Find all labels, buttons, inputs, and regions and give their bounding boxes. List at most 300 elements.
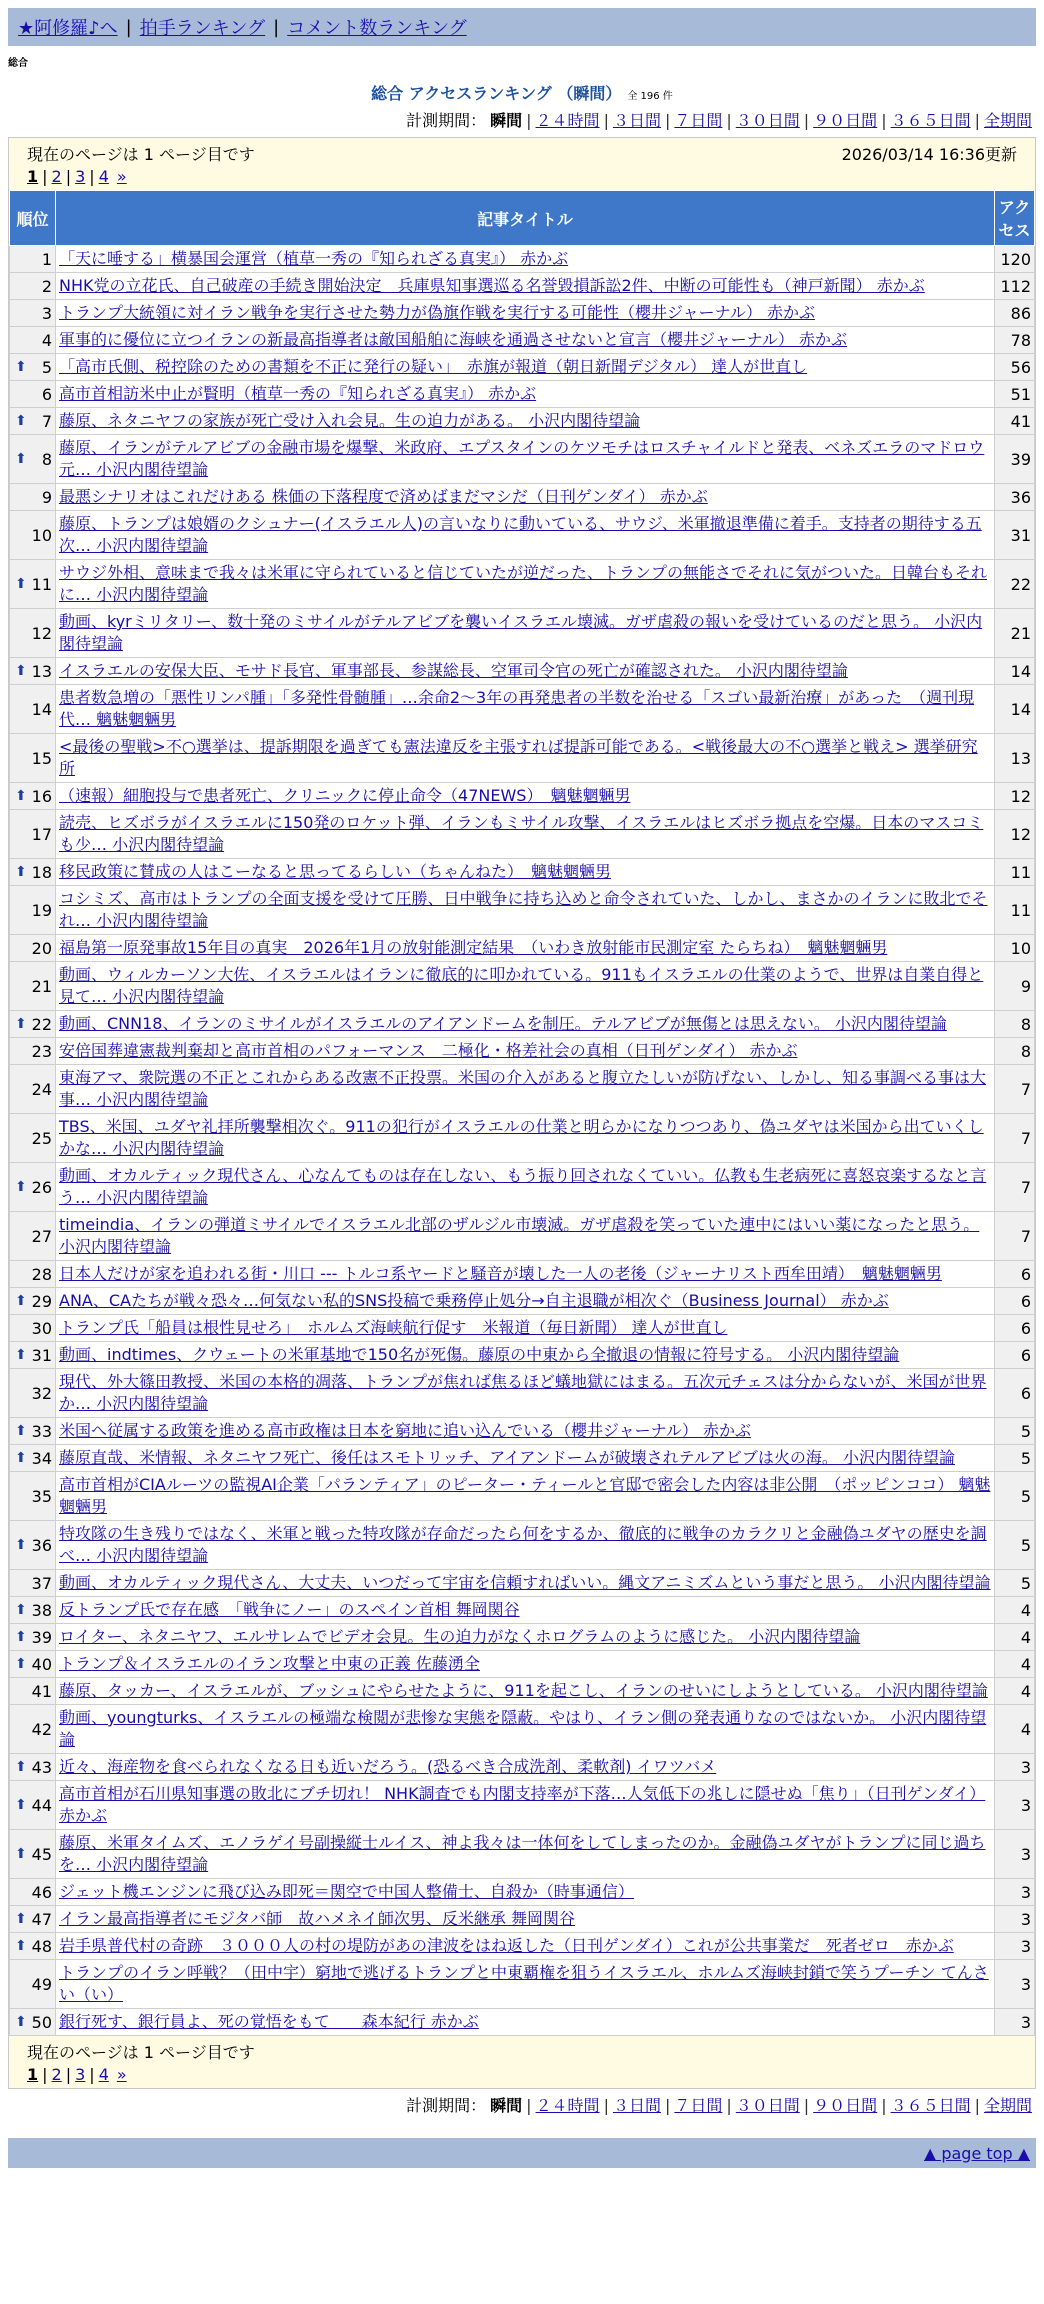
article-link[interactable]: ジェット機エンジンに飛び込み即死＝関空で中国人整備士、自殺か（時事通信） (59, 1882, 634, 1901)
article-link[interactable]: 藤原直哉、米情報、ネタニヤフ死亡、後任はスモトリッチ、アイアンドームが破壊されテルアビブは火の海。 小沢内閣待望論 (59, 1448, 955, 1467)
title-cell (56, 560, 995, 609)
table-row (10, 1521, 1035, 1570)
article-link[interactable]: 東海アマ、衆院選の不正とこれからある改憲不正投票。米国の介入があると腹立たしいが防げない、しかし、知る事調べる事は大事… 小沢内閣待望論 (59, 1068, 987, 1109)
title-cell (56, 511, 995, 560)
period-365d-bottom[interactable]: ３６５日間 (890, 2096, 971, 2115)
period-30d[interactable]: ３０日間 (735, 111, 800, 130)
access-count: 3 (995, 1781, 1035, 1830)
title-cell (56, 1624, 995, 1651)
up-arrow-icon: ⬆ (15, 1293, 27, 1309)
rank-cell (10, 1369, 56, 1418)
title-cell (56, 685, 995, 734)
article-link[interactable]: 「天に唾する」横暴国会運営（植草一秀の『知られざる真実』） 赤かぶ (59, 249, 569, 268)
up-arrow-icon: ⬆ (15, 1179, 27, 1195)
title-cell (56, 1369, 995, 1418)
access-count: 39 (995, 435, 1035, 484)
up-arrow-icon: ⬆ (15, 576, 27, 592)
article-link[interactable]: 高市首相が石川県知事選の敗北にブチ切れ！ NHK調査でも内閣支持率が下落…人気低下の兆しに隠せぬ「焦り」（日刊ゲンダイ） 赤かぶ (59, 1784, 986, 1825)
access-count: 4 (995, 1624, 1035, 1651)
title-cell (56, 1960, 995, 2009)
table-row (10, 408, 1035, 435)
period-90d[interactable]: ９０日間 (813, 111, 878, 130)
article-link[interactable]: 藤原、ネタニヤフの家族が死亡受け入れ会見。生の迫力がある。 小沢内閣待望論 (59, 411, 641, 430)
rank-cell (10, 511, 56, 560)
rank-number: 35 (31, 1486, 52, 1506)
article-link[interactable]: サウジ外相、意味まで我々は米軍に守られていると信じていたが逆だった、トランプの無能さでそれに気がついた。日韓台もそれに… 小沢内閣待望論 (59, 563, 988, 604)
title-cell (56, 1418, 995, 1445)
table-row (10, 1781, 1035, 1830)
period-30d-bottom[interactable]: ３０日間 (735, 2096, 800, 2115)
table-row (10, 1212, 1035, 1261)
page-info-top (9, 138, 1035, 165)
rank-number: 12 (31, 623, 52, 643)
title-cell (56, 1114, 995, 1163)
header-title: 記事タイトル (56, 191, 995, 246)
rank-cell (10, 685, 56, 734)
title-cell (56, 1597, 995, 1624)
title-cell (56, 1212, 995, 1261)
rank-number: 41 (31, 1681, 52, 1701)
access-count: 8 (995, 1038, 1035, 1065)
period-7d[interactable]: ７日間 (674, 111, 723, 130)
article-link[interactable]: 特攻隊の生き残りではなく、米軍と戦った特攻隊が存命だったら何をするか、徹底的に戦争のカラクリと金融偽ユダヤの歴史を調べ… 小沢内閣待望論 (59, 1524, 987, 1565)
rank-number: 23 (31, 1041, 52, 1061)
title-cell (56, 1011, 995, 1038)
article-link[interactable]: 動画、CNN18、イランのミサイルがイスラエルのアイアンドームを制圧。テルアビブが無傷とは思えない。 小沢内閣待望論 (59, 1014, 947, 1033)
rank-number: 11 (31, 574, 52, 594)
rank-number: 9 (41, 487, 52, 507)
rank-cell (10, 1445, 56, 1472)
rank-number: 36 (31, 1535, 52, 1555)
rank-number: 8 (41, 449, 52, 469)
title-cell (56, 1830, 995, 1879)
table-row (10, 1163, 1035, 1212)
access-count: 5 (995, 1472, 1035, 1521)
up-arrow-icon: ⬆ (15, 1423, 27, 1439)
article-link[interactable]: トランプ＆イスラエルのイラン攻撃と中東の正義 佐藤湧全 (59, 1654, 480, 1673)
access-count: 86 (995, 300, 1035, 327)
period-3d[interactable]: ３日間 (612, 111, 661, 130)
article-link[interactable]: 反トランプ氏で存在感 「戦争にノー」のスペイン首相 舞岡関谷 (59, 1600, 520, 1619)
title-cell (56, 1342, 995, 1369)
article-link[interactable]: <最後の聖戦>不○選挙は、提訴期限を過ぎても憲法違反を主張すれば提訴可能である。<戦後最大の不○選挙と戦え> 選挙研究所 (59, 737, 978, 778)
table-row (10, 810, 1035, 859)
period-3d-bottom[interactable]: ３日間 (612, 2096, 661, 2115)
rank-number: 10 (31, 525, 52, 545)
title-cell (56, 1705, 995, 1754)
title-cell (56, 1754, 995, 1781)
rank-cell (10, 1754, 56, 1781)
period-7d-bottom[interactable]: ７日間 (674, 2096, 723, 2115)
table-row (10, 609, 1035, 658)
footer-bar (8, 2138, 1036, 2168)
rank-number: 1 (41, 249, 52, 269)
rank-number: 2 (41, 276, 52, 296)
period-all-bottom[interactable]: 全期間 (983, 2096, 1032, 2115)
table-row (10, 300, 1035, 327)
up-arrow-icon: ⬆ (15, 413, 27, 429)
article-link[interactable]: 藤原、トランプは娘婿のクシュナー(イスラエル人)の言いなりに動いている、サウジ、米軍撤退準備に着手。支持者の期待する五次… 小沢内閣待望論 (59, 514, 982, 555)
table-row (10, 435, 1035, 484)
title-cell (56, 658, 995, 685)
period-current-bottom: 瞬間 (490, 2096, 523, 2115)
rank-number: 13 (31, 661, 52, 681)
rank-number: 42 (31, 1719, 52, 1739)
title-cell (56, 408, 995, 435)
access-count: 6 (995, 1261, 1035, 1288)
page-link-3[interactable]: 3 (75, 167, 86, 186)
page-info-bottom (9, 2036, 1035, 2063)
up-arrow-icon: ⬆ (15, 1602, 27, 1618)
table-row (10, 1906, 1035, 1933)
article-link[interactable]: 現代、外大篠田教授、米国の本格的凋落、トランプが焦れば焦るほど蟻地獄にはまる。五次元チェスは分からないが、米国が世界か… 小沢内閣待望論 (59, 1372, 987, 1413)
title-cell (56, 1261, 995, 1288)
article-link[interactable]: 軍事的に優位に立つイランの新最高指導者は敵国船舶に海峡を通過させないと宣言（櫻井ジャーナル） 赤かぶ (59, 330, 847, 349)
article-link[interactable]: トランプ大統領に対イラン戦争を実行させた勢力が偽旗作戦を実行する可能性（櫻井ジャーナル） 赤かぶ (59, 303, 815, 322)
table-row (10, 273, 1035, 300)
article-link[interactable]: 近々、海産物を食べられなくなる日も近いだろう。(恐るべき合成洗剤、柔軟剤) イワツバメ (59, 1757, 717, 1776)
period-all[interactable]: 全期間 (983, 111, 1032, 130)
table-row (10, 1570, 1035, 1597)
table-row (10, 1678, 1035, 1705)
article-link[interactable]: 動画、オカルティック現代さん、心なんてものは存在しない、もう振り回されなくていい。仏教も生老病死に喜怒哀楽するなと言う… 小沢内閣待望論 (59, 1166, 987, 1207)
rank-number: 21 (31, 976, 52, 996)
page-link-3-bottom[interactable]: 3 (75, 2065, 86, 2084)
title-cell (56, 734, 995, 783)
article-link[interactable]: 藤原、米軍タイムズ、エノラゲイ号副操縦士ルイス、神よ我々は一体何をしてしまったのか。金融偽ユダヤがトランプに同じ過ちを… 小沢内閣待望論 (59, 1833, 986, 1874)
page-link-4-bottom[interactable]: 4 (98, 2065, 109, 2084)
up-arrow-icon: ⬆ (15, 1938, 27, 1954)
article-link[interactable]: 安倍国葬違憲裁判棄却と高市首相のパフォーマンス 二極化・格差社会の真相（日刊ゲンダイ） 赤かぶ (59, 1041, 798, 1060)
article-link[interactable]: トランプのイラン呼戦？（田中宇）窮地で逃げるトランプと中東覇権を狙うイスラエル、ホルムズ海峡封鎖で笑うプーチン てんさい（い） (59, 1963, 989, 2004)
rank-cell (10, 1879, 56, 1906)
rank-number: 37 (31, 1573, 52, 1593)
rank-cell (10, 1212, 56, 1261)
title-cell (56, 810, 995, 859)
up-arrow-icon: ⬆ (15, 1629, 27, 1645)
table-row (10, 1369, 1035, 1418)
article-link[interactable]: 動画、kyrミリタリー、数十発のミサイルがテルアビブを襲いイスラエル壊滅。ガザ虐殺の報いを受けているのだと思う。 小沢内閣待望論 (59, 612, 983, 653)
rank-number: 31 (31, 1345, 52, 1365)
access-count: 4 (995, 1705, 1035, 1754)
rank-number: 27 (31, 1226, 52, 1246)
article-link[interactable]: 高市首相がCIAルーツの監視AI企業「パランティア」のピーター・ティールと官邸で密会した内容は非公開 （ポッピンココ） 魑魅魍魎男 (59, 1475, 991, 1516)
rank-number: 6 (41, 384, 52, 404)
article-link[interactable]: 高市首相訪米中止が賢明（植草一秀の『知られざる真実』） 赤かぶ (59, 384, 537, 403)
article-link[interactable]: 移民政策に賛成の人はこーなると思ってるらしい（ちゃんねた） 魑魅魍魎男 (59, 862, 612, 881)
article-link[interactable]: （速報）細胞投与で患者死亡、クリニックに停止命令（47NEWS） 魑魅魍魎男 (59, 786, 631, 805)
access-count: 12 (995, 783, 1035, 810)
access-count: 3 (995, 2009, 1035, 2036)
article-link[interactable]: コシミズ、高市はトランプの全面支援を受けて圧勝、日中戦争に持ち込めと命令されていた、しかし、まさかのイランに敗北でそれ… 小沢内閣待望論 (59, 889, 988, 930)
rank-cell (10, 886, 56, 935)
table-row (10, 935, 1035, 962)
article-link[interactable]: 動画、youngturks、イスラエルの極端な検閲が悲惨な実態を隠蔽。やはり、イラン側の発表通りなのではないか。 小沢内閣待望論 (59, 1708, 987, 1749)
article-link[interactable]: 読売、ヒズボラがイスラエルに150発のロケット弾、イランもミサイル攻撃、イスラエルはヒズボラ拠点を空爆。日本のマスコミも少… 小沢内閣待望論 (59, 813, 984, 854)
period-365d[interactable]: ３６５日間 (890, 111, 971, 130)
table-row (10, 1933, 1035, 1960)
table-row (10, 685, 1035, 734)
up-arrow-icon: ⬆ (15, 1797, 27, 1813)
rank-cell (10, 1830, 56, 1879)
title-cell (56, 381, 995, 408)
rank-number: 39 (31, 1627, 52, 1647)
updated-timestamp: 2026/03/14 16:36更新 (841, 145, 1017, 164)
rank-cell (10, 1651, 56, 1678)
rank-number: 40 (31, 1654, 52, 1674)
access-count: 14 (995, 685, 1035, 734)
access-count: 7 (995, 1065, 1035, 1114)
access-count: 36 (995, 484, 1035, 511)
article-link[interactable]: 日本人だけが家を追われる街・川口 --- トルコ系ヤードと騒音が壊した一人の老後（ジャーナリスト西牟田靖） 魑魅魍魎男 (59, 1264, 942, 1283)
up-arrow-icon: ⬆ (15, 1911, 27, 1927)
access-count: 56 (995, 354, 1035, 381)
access-count: 22 (995, 560, 1035, 609)
up-arrow-icon: ⬆ (15, 1347, 27, 1363)
article-link[interactable]: 福島第一原発事故15年目の真実 2026年1月の放射能測定結果 （いわき放射能市民測定室 たらちね） 魑魅魍魎男 (59, 938, 888, 957)
period-24h-bottom[interactable]: ２４時間 (535, 2096, 600, 2115)
article-link[interactable]: 最悪シナリオはこれだけある 株価の下落程度で済めばまだマシだ（日刊ゲンダイ） 赤かぶ (59, 487, 708, 506)
title-cell (56, 859, 995, 886)
title-cell (56, 1781, 995, 1830)
nav-link-applause-ranking[interactable]: 拍手ランキング (139, 18, 266, 39)
rank-cell (10, 734, 56, 783)
top-nav-bar (8, 8, 1036, 46)
up-arrow-icon: ⬆ (15, 663, 27, 679)
title-cell (56, 246, 995, 273)
rank-number: 3 (41, 303, 52, 323)
rank-cell (10, 1678, 56, 1705)
access-count: 4 (995, 1678, 1035, 1705)
rank-number: 38 (31, 1600, 52, 1620)
nav-separator: | (125, 16, 132, 38)
title-cell (56, 886, 995, 935)
rank-cell (10, 1960, 56, 2009)
table-row (10, 1445, 1035, 1472)
rank-cell (10, 1624, 56, 1651)
rank-number: 25 (31, 1128, 52, 1148)
title-cell (56, 1445, 995, 1472)
nav-link-comment-ranking[interactable]: コメント数ランキング (287, 18, 467, 39)
access-count: 78 (995, 327, 1035, 354)
access-count: 5 (995, 1521, 1035, 1570)
page-link-4[interactable]: 4 (98, 167, 109, 186)
table-row (10, 734, 1035, 783)
title-cell (56, 935, 995, 962)
access-count: 5 (995, 1418, 1035, 1445)
article-link[interactable]: 患者数急増の「悪性リンパ腫」「多発性骨髄腫」…余命2～3年の再発患者の半数を治せる「スゴい最新治療」があった （週刊現代… 魑魅魍魎男 (59, 688, 975, 729)
table-row (10, 1418, 1035, 1445)
rank-cell (10, 658, 56, 685)
period-90d-bottom[interactable]: ９０日間 (813, 2096, 878, 2115)
up-arrow-icon: ⬆ (15, 359, 27, 375)
rank-cell (10, 484, 56, 511)
up-arrow-icon: ⬆ (15, 1846, 27, 1862)
rank-number: 33 (31, 1421, 52, 1441)
up-arrow-icon: ⬆ (15, 1537, 27, 1553)
table-row (10, 560, 1035, 609)
title-cell (56, 1163, 995, 1212)
rank-number: 34 (31, 1448, 52, 1468)
article-link[interactable]: 藤原、タッカー、イスラエルが、ブッシュにやらせたように、911を起こし、イランのせいにしようとしている。 小沢内閣待望論 (59, 1681, 988, 1700)
rank-cell (10, 962, 56, 1011)
article-link[interactable]: 岩手県普代村の奇跡 ３０００人の村の堤防があの津波をはね返した（日刊ゲンダイ）これが公共事業だ 死者ゼロ 赤かぶ (59, 1936, 954, 1955)
rank-cell (10, 935, 56, 962)
title-cell (56, 273, 995, 300)
article-link[interactable]: ANA、CAたちが戦々恐々…何気ない私的SNS投稿で乗務停止処分→自主退職が相次ぐ（Business Journal） 赤かぶ (59, 1291, 889, 1310)
rank-number: 32 (31, 1383, 52, 1403)
title-cell (56, 783, 995, 810)
title-cell (56, 1288, 995, 1315)
table-row (10, 1038, 1035, 1065)
table-row (10, 1960, 1035, 2009)
table-row (10, 1624, 1035, 1651)
table-row (10, 1315, 1035, 1342)
rank-cell (10, 1342, 56, 1369)
access-count: 7 (995, 1163, 1035, 1212)
table-row (10, 327, 1035, 354)
access-count: 14 (995, 658, 1035, 685)
rank-number: 14 (31, 699, 52, 719)
rank-cell (10, 1288, 56, 1315)
title-cell (56, 484, 995, 511)
page-current-bottom: 1 (27, 2065, 39, 2084)
up-arrow-icon: ⬆ (15, 1759, 27, 1775)
rank-cell (10, 1011, 56, 1038)
access-count: 10 (995, 935, 1035, 962)
page-current: 1 (27, 167, 39, 186)
rank-number: 24 (31, 1079, 52, 1099)
rank-number: 45 (31, 1844, 52, 1864)
header-access: アクセス (995, 191, 1035, 246)
rank-number: 5 (41, 357, 52, 377)
access-count: 112 (995, 273, 1035, 300)
article-link[interactable]: 動画、indtimes、クウェートの米軍基地で150名が死傷。藤原の中東から全撤退の情報に符号する。 小沢内閣待望論 (59, 1345, 900, 1364)
article-link[interactable]: TBS、米国、ユダヤ礼拝所襲撃相次ぐ。911の犯行がイスラエルの仕業と明らかになりつつあり、偽ユダヤは米国から出ていくしかな… 小沢内閣待望論 (59, 1117, 984, 1158)
rank-number: 4 (41, 330, 52, 350)
rank-cell (10, 783, 56, 810)
article-link[interactable]: イスラエルの安保大臣、モサド長官、軍事部長、参謀総長、空軍司令官の死亡が確認された。 小沢内閣待望論 (59, 661, 848, 680)
rank-cell (10, 435, 56, 484)
article-link[interactable]: ロイター、ネタニヤフ、エルサレムでビデオ会見。生の迫力がなくホログラムのように感じた。 小沢内閣待望論 (59, 1627, 861, 1646)
up-arrow-icon: ⬆ (15, 1656, 27, 1672)
page-link-2[interactable]: 2 (51, 167, 62, 186)
access-count: 120 (995, 246, 1035, 273)
rank-number: 50 (31, 2012, 52, 2032)
nav-link-asyura[interactable]: ★阿修羅♪へ (18, 18, 118, 39)
table-row (10, 1114, 1035, 1163)
rank-cell (10, 354, 56, 381)
article-link[interactable]: NHK党の立花氏、自己破産の手続き開始決定 兵庫県知事選巡る名誉毀損訴訟2件、中断の可能性も（神戸新聞） 赤かぶ (59, 276, 925, 295)
table-row (10, 1597, 1035, 1624)
access-count: 21 (995, 609, 1035, 658)
access-count: 6 (995, 1315, 1035, 1342)
article-link[interactable]: 「高市氏側、税控除のための書類を不正に発行の疑い」 赤旗が報道（朝日新聞デジタル） 達人が世直し (59, 357, 808, 376)
rank-cell (10, 1570, 56, 1597)
rank-cell (10, 810, 56, 859)
rank-cell (10, 408, 56, 435)
rank-number: 26 (31, 1177, 52, 1197)
table-row (10, 1879, 1035, 1906)
breadcrumb: 総合 (8, 58, 28, 69)
page-top-link[interactable]: ▲ page top ▲ (923, 2143, 1030, 2163)
ranking-box (8, 137, 1036, 2089)
article-link[interactable]: イラン最高指導者にモジタバ師 故ハメネイ師次男、反米継承 舞岡関谷 (59, 1909, 575, 1928)
table-row (10, 1754, 1035, 1781)
title-cell (56, 962, 995, 1011)
access-count: 6 (995, 1342, 1035, 1369)
rank-number: 48 (31, 1936, 52, 1956)
title-cell (56, 327, 995, 354)
period-selector-top: 計測期間： 瞬間 | ２４時間 | ３日間 | ７日間 | ３０日間 | ９０日間 | ３６５日間 | 全期間 (406, 111, 1032, 130)
pagination-bottom: 1 | 2 | 3 | 4 » (27, 2065, 127, 2084)
page-link-2-bottom[interactable]: 2 (51, 2065, 62, 2084)
article-link[interactable]: timeindia、イランの弾道ミサイルでイスラエル北部のザルジル市壊滅。ガザ虐殺を笑っていた連中にはいい薬になったと思う。 小沢内閣待望論 (59, 1215, 980, 1256)
access-count: 11 (995, 859, 1035, 886)
table-row (10, 1472, 1035, 1521)
article-link[interactable]: 動画、オカルティック現代さん、大丈夫、いつだって宇宙を信頼すればいい。縄文アニミズムという事だと思う。 小沢内閣待望論 (59, 1573, 991, 1592)
rank-cell (10, 1781, 56, 1830)
ranking-table-body (10, 246, 1035, 2036)
title-cell (56, 354, 995, 381)
rank-number: 49 (31, 1974, 52, 1994)
access-count: 6 (995, 1288, 1035, 1315)
access-count: 4 (995, 1597, 1035, 1624)
rank-cell (10, 1163, 56, 1212)
rank-cell (10, 1114, 56, 1163)
access-count: 3 (995, 1960, 1035, 2009)
article-link[interactable]: 藤原、イランがテルアビブの金融市場を爆撃、米政府、エプスタインのケツモチはロスチャイルドと発表、ベネズエラのマドロウ元… 小沢内閣待望論 (59, 438, 985, 479)
rank-cell (10, 1705, 56, 1754)
rank-number: 47 (31, 1909, 52, 1929)
article-link[interactable]: 動画、ウィルカーソン大佐、イスラエルはイランに徹底的に叩かれている。911もイスラエルの仕業のようで、世界は自業自得と見て… 小沢内閣待望論 (59, 965, 984, 1006)
rank-cell (10, 273, 56, 300)
title-cell (56, 1570, 995, 1597)
access-count: 3 (995, 1933, 1035, 1960)
table-row (10, 1705, 1035, 1754)
title-cell (56, 1906, 995, 1933)
period-24h[interactable]: ２４時間 (535, 111, 600, 130)
page-next-link-bottom[interactable]: » (116, 2065, 127, 2084)
up-arrow-icon: ⬆ (15, 451, 27, 467)
title-cell (56, 1651, 995, 1678)
rank-number: 46 (31, 1882, 52, 1902)
table-row (10, 2009, 1035, 2036)
rank-number: 30 (31, 1318, 52, 1338)
rank-cell (10, 381, 56, 408)
article-link[interactable]: 銀行死す、銀行員よ、死の覚悟をもて 森本紀行 赤かぶ (59, 2012, 479, 2031)
table-header-row (10, 191, 1035, 246)
article-link[interactable]: 米国へ従属する政策を進める高市政権は日本を窮地に追い込んでいる（櫻井ジャーナル） 赤かぶ (59, 1421, 751, 1440)
article-link[interactable]: トランプ氏「船員は根性見せろ」 ホルムズ海峡航行促す 米報道（毎日新聞） 達人が世直し (59, 1318, 728, 1337)
access-count: 3 (995, 1906, 1035, 1933)
access-count: 5 (995, 1570, 1035, 1597)
table-row (10, 246, 1035, 273)
rank-number: 29 (31, 1291, 52, 1311)
table-row (10, 484, 1035, 511)
access-count: 3 (995, 1754, 1035, 1781)
table-row (10, 1342, 1035, 1369)
table-row (10, 1065, 1035, 1114)
access-count: 4 (995, 1651, 1035, 1678)
table-row (10, 658, 1035, 685)
title-cell (56, 1879, 995, 1906)
title-cell (56, 300, 995, 327)
access-count: 11 (995, 886, 1035, 935)
rank-cell (10, 2009, 56, 2036)
page-next-link[interactable]: » (116, 167, 127, 186)
table-row (10, 859, 1035, 886)
